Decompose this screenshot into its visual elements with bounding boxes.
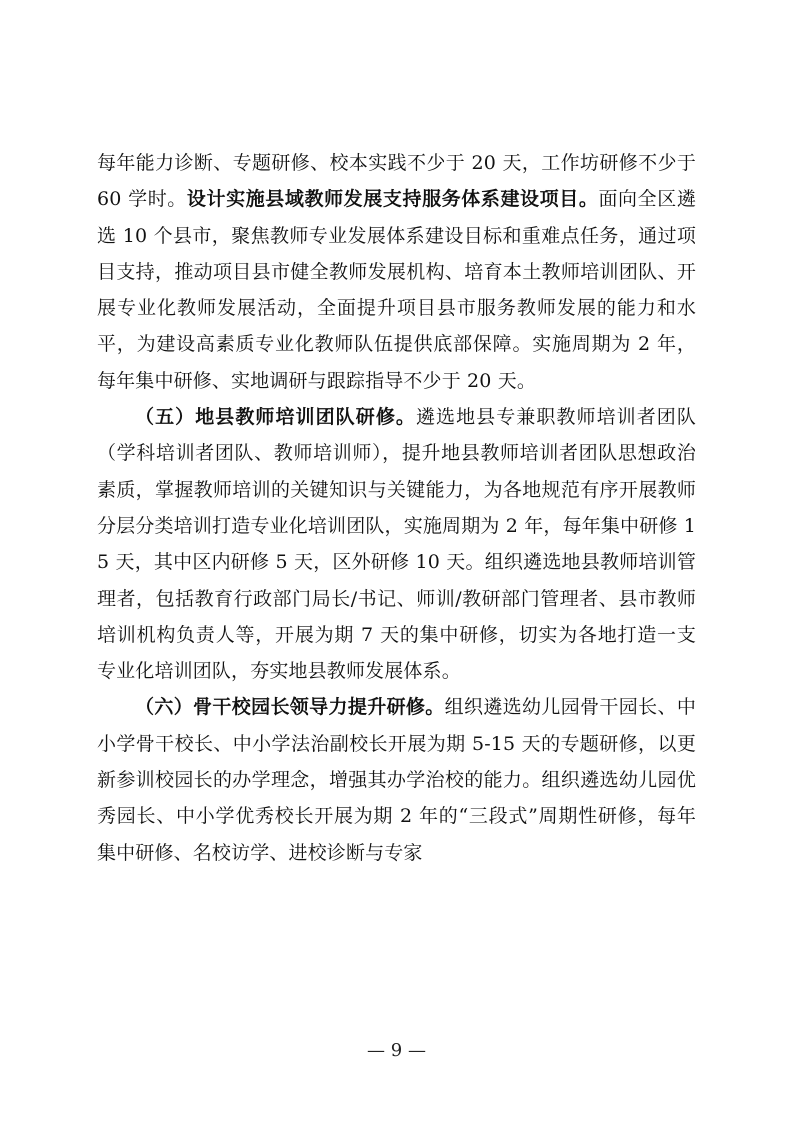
section-heading-five: （五）地县教师培训团队研修。 <box>135 406 416 429</box>
paragraph-project-continuation <box>97 145 696 399</box>
document-body <box>97 145 696 871</box>
paragraph-text: 面向全区遴选 10 个县市，聚焦教师专业发展体系建设目标和重难点任务，通过项目支持，推动项目县市健全教师发展机构、培育本土教师培训团队、开展专业化教师发展活动，全面提升项目县市服务教师发展的能力和水平，为建设高素质专业化教师队伍提供底部保障。实施周期为 2 年，每年集中研修、实地调研与跟踪指导不少于 20 天。 <box>97 188 696 392</box>
bold-heading-county-project: 设计实施县域教师发展支持服务体系建设项目。 <box>186 188 599 211</box>
paragraph-text: 组织遴选幼儿园骨干园长、中小学骨干校长、中小学法治副校长开展为期 5-15 天的专题研修，以更新参训校园长的办学理念，增强其办学治校的能力。组织遴选幼儿园优秀园长、中小学优秀校长开展为期 2 年的“三段式”周期性研修，每年集中研修、名校访学、进校诊断与专家 <box>97 696 696 864</box>
paragraph-section-five <box>97 399 696 689</box>
paragraph-text: 遴选地县专兼职教师培训者团队（学科培训者团队、教师培训师），提升地县教师培训者团队思想政治素质，掌握教师培训的关键知识与关键能力，为各地规范有序开展教师分层分类培训打造专业化培训团队，实施周期为 2 年，每年集中研修 15 天，其中区内研修 5 天，区外研修 10 天。组织遴选地县教师培训管理者，包括教育行政部门局长/书记、师训/教研部门管理者、县市教师培训机构负责人等，开展为期 7 天的集中研修，切实为各地打造一支专业化培训团队，夯实地县教师发展体系。 <box>97 406 696 683</box>
paragraph-section-six <box>97 689 696 870</box>
section-heading-six: （六）骨干校园长领导力提升研修。 <box>135 696 445 719</box>
page-number: — 9 — <box>367 1040 426 1061</box>
paragraph-text: 每年能力诊断、专题研修、校本实践不少于 20 天，工作坊研修不少于 60 学时。 <box>97 152 696 211</box>
